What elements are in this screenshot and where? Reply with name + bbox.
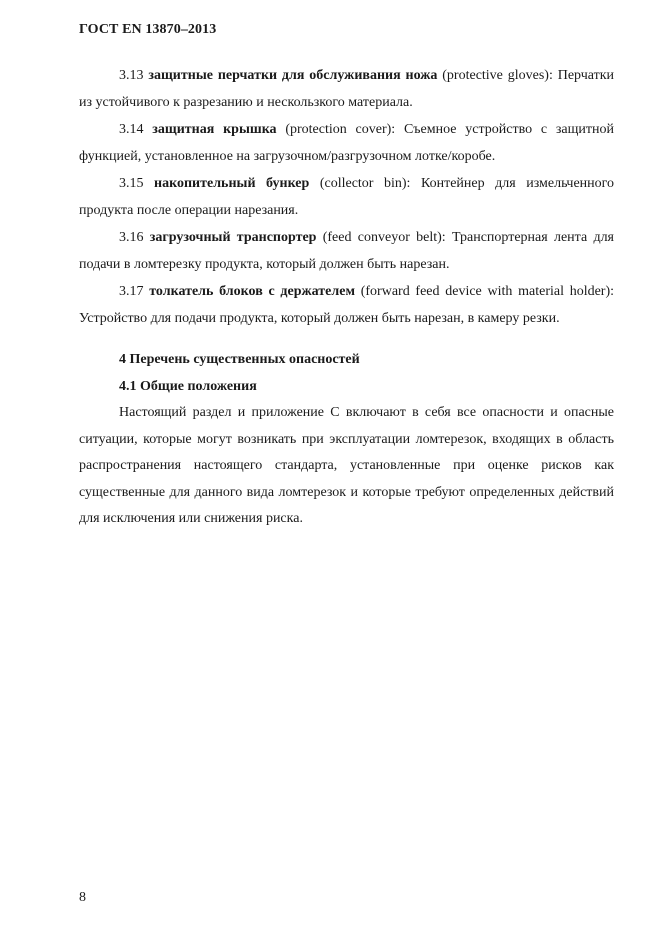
term-definition: Перчатки из устойчивого к разрезанию и нескользкого материала. xyxy=(79,68,615,110)
term-entry-3-15 xyxy=(79,171,614,224)
term-russian: загрузочный транспортер xyxy=(149,230,317,245)
term-russian: защитная крышка xyxy=(152,122,277,137)
term-number: 3.17 xyxy=(119,284,144,299)
page-number: 8 xyxy=(79,890,86,905)
term-entry-3-13 xyxy=(79,63,614,116)
term-entry-3-17 xyxy=(79,279,614,332)
term-entry-3-16 xyxy=(79,225,614,278)
term-definition: Контейнер для измельченного продукта после операции нарезания. xyxy=(79,176,615,218)
term-number: 3.14 xyxy=(119,122,144,137)
term-english: (feed conveyor belt): xyxy=(322,230,446,245)
term-english: (forward feed device with material holder): xyxy=(360,284,615,299)
document-header: ГОСТ EN 13870–2013 xyxy=(79,22,217,37)
term-definition: Съемное устройство с защитной функцией, установленное на загрузочном/разгрузочном лотке/коробе. xyxy=(79,122,614,164)
document-body xyxy=(79,63,614,533)
term-number: 3.15 xyxy=(119,176,144,191)
term-entry-3-14 xyxy=(79,117,614,170)
term-definition: Транспортерная лента для подачи в ломтерезку продукта, который должен быть нарезан. xyxy=(79,230,614,272)
section-paragraph: Настоящий раздел и приложение С включают в себя все опасности и опасные ситуации, которые могут возникать при эксплуатации ломтерезок, входящих в область распространения настоящего стандарта, установленные при оценке рисков как существенные для данного вида ломтерезок и которые требуют определенных действий для исключения или снижения риска. xyxy=(79,405,614,526)
term-russian: защитные перчатки для обслуживания ножа xyxy=(148,68,438,83)
term-number: 3.13 xyxy=(119,68,144,83)
term-definition: Устройство для подачи продукта, который должен быть нарезан, в камеру резки. xyxy=(79,310,560,326)
term-english: (collector bin): xyxy=(319,176,411,191)
subsection-title: 4.1 Общие положения xyxy=(119,378,257,394)
section-title: 4 Перечень существенных опасностей xyxy=(119,352,360,367)
term-english: (protection cover): xyxy=(285,122,396,137)
term-russian: толкатель блоков с держателем xyxy=(149,284,355,299)
term-russian: накопительный бункер xyxy=(154,176,310,191)
term-number: 3.16 xyxy=(119,230,144,245)
term-english: (protective gloves): xyxy=(442,68,553,83)
